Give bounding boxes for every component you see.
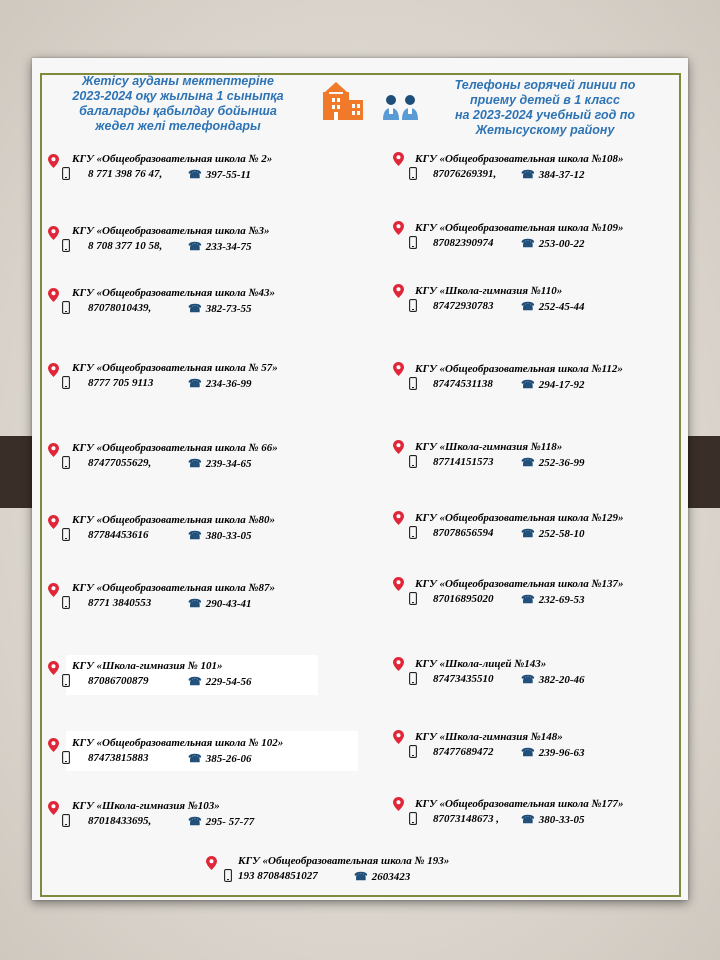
mobile-number[interactable]: 87082390974 (433, 237, 494, 249)
telephone-icon: ☎ (188, 816, 202, 828)
telephone-icon: ☎ (188, 676, 202, 688)
landline-number[interactable]: 234-36-99 (205, 378, 252, 390)
landline-number[interactable]: 2603423 (371, 871, 411, 883)
header-icons (322, 80, 422, 124)
landline-number[interactable]: 290-43-41 (205, 598, 252, 610)
mobile-phone-icon (62, 674, 70, 687)
mobile-number[interactable]: 87472930783 (433, 300, 494, 312)
location-pin-icon (393, 797, 404, 811)
mobile-phone-icon (224, 869, 232, 882)
landline-number[interactable]: 382-73-55 (205, 303, 252, 315)
teachers-icon (383, 95, 418, 120)
school-name: КГУ «Школа-гимназия №148» (415, 731, 563, 743)
location-pin-icon (48, 226, 59, 240)
landline-number[interactable]: 239-34-65 (205, 458, 252, 470)
mobile-phone-icon (62, 596, 70, 609)
landline (188, 675, 252, 688)
mobile-phone-icon (409, 812, 417, 825)
mobile-number[interactable]: 87078010439, (88, 302, 152, 314)
mobile-number[interactable]: 87714151573 (433, 456, 494, 468)
location-pin-icon (206, 856, 217, 870)
location-pin-icon (48, 443, 59, 457)
landline-number[interactable]: 253-00-22 (538, 238, 585, 250)
landline (521, 527, 585, 540)
mobile-phone-icon (409, 672, 417, 685)
landline-number[interactable]: 385-26-06 (205, 753, 252, 765)
landline-number[interactable]: 380-33-05 (538, 814, 585, 826)
landline-number[interactable]: 397-55-11 (205, 169, 251, 181)
landline-number[interactable]: 252-58-10 (538, 528, 585, 540)
header-russian (415, 78, 675, 138)
telephone-icon: ☎ (521, 747, 535, 759)
mobile-phone-icon (409, 745, 417, 758)
landline (521, 746, 585, 759)
location-pin-icon (48, 661, 59, 675)
landline (521, 673, 585, 686)
telephone-icon: ☎ (521, 528, 535, 540)
telephone-icon: ☎ (188, 458, 202, 470)
location-pin-icon (48, 801, 59, 815)
mobile-phone-icon (409, 377, 417, 390)
school-name: КГУ «Общеобразовательная школа №109» (415, 222, 624, 234)
landline (521, 237, 585, 250)
location-pin-icon (48, 515, 59, 529)
mobile-number[interactable]: 8 771 398 76 47, (88, 168, 163, 180)
telephone-icon: ☎ (188, 753, 202, 765)
mobile-number[interactable]: 8777 705 9113 (88, 377, 154, 389)
telephone-icon: ☎ (188, 530, 202, 542)
school-name: КГУ «Школа-гимназия № 101» (72, 660, 223, 672)
landline-number[interactable]: 382-20-46 (538, 674, 585, 686)
telephone-icon: ☎ (521, 457, 535, 469)
school-name: КГУ «Школа-гимназия №118» (415, 441, 563, 453)
landline (188, 168, 251, 181)
school-name: КГУ «Школа-гимназия №103» (72, 800, 220, 812)
mobile-number[interactable]: 87784453616 (88, 529, 149, 541)
mobile-phone-icon (62, 239, 70, 252)
telephone-icon: ☎ (521, 379, 535, 391)
mobile-phone-icon (409, 592, 417, 605)
landline-number[interactable]: 295- 57-77 (205, 816, 255, 828)
telephone-icon: ☎ (188, 598, 202, 610)
mobile-phone-icon (62, 814, 70, 827)
telephone-icon: ☎ (521, 301, 535, 313)
landline (521, 168, 585, 181)
landline (188, 529, 252, 542)
header-kazakh (48, 74, 308, 134)
location-pin-icon (393, 362, 404, 376)
landline-number[interactable]: 384-37-12 (538, 169, 585, 181)
location-pin-icon (48, 363, 59, 377)
landline (188, 457, 252, 470)
header-kk-line: балаларды қабылдау бойынша (79, 104, 277, 118)
mobile-phone-icon (62, 376, 70, 389)
mobile-number[interactable]: 8771 3840553 (88, 597, 152, 609)
header-kk-line: Жетісу ауданы мектептеріне (82, 74, 274, 88)
landline-number[interactable]: 252-45-44 (538, 301, 585, 313)
header-kk-line: жедел желі телефондары (95, 119, 261, 133)
mobile-number[interactable]: 87086700879 (88, 675, 149, 687)
landline (188, 240, 252, 253)
school-name: КГУ «Общеобразовательная школа № 66» (72, 442, 278, 454)
telephone-icon: ☎ (188, 241, 202, 253)
mobile-phone-icon (62, 167, 70, 180)
telephone-icon: ☎ (188, 378, 202, 390)
school-name: КГУ «Общеобразовательная школа № 57» (72, 362, 278, 374)
landline-number[interactable]: 380-33-05 (205, 530, 252, 542)
landline-number[interactable]: 252-36-99 (538, 457, 585, 469)
telephone-icon: ☎ (521, 674, 535, 686)
landline (188, 302, 252, 315)
mobile-number[interactable]: 87473815883 (88, 752, 149, 764)
landline (521, 813, 585, 826)
school-name: КГУ «Общеобразовательная школа №3» (72, 225, 270, 237)
school-name: КГУ «Общеобразовательная школа №177» (415, 798, 624, 810)
telephone-icon: ☎ (521, 814, 535, 826)
landline (188, 597, 252, 610)
location-pin-icon (393, 440, 404, 454)
location-pin-icon (48, 738, 59, 752)
landline (188, 377, 252, 390)
location-pin-icon (393, 511, 404, 525)
landline (354, 870, 410, 883)
mobile-number[interactable]: 87018433695, (88, 815, 152, 827)
telephone-icon: ☎ (521, 238, 535, 250)
location-pin-icon (48, 288, 59, 302)
school-name: КГУ «Общеобразовательная школа №137» (415, 578, 624, 590)
school-name: КГУ «Общеобразовательная школа №108» (415, 153, 624, 165)
location-pin-icon (393, 577, 404, 591)
header-ru-line: на 2023-2024 учебный год по (454, 108, 636, 122)
school-name: КГУ «Общеобразовательная школа № 2» (72, 153, 273, 165)
school-name: КГУ «Общеобразовательная школа №87» (72, 582, 276, 594)
landline (521, 593, 585, 606)
landline (521, 378, 585, 391)
mobile-number[interactable]: 87076269391, (433, 168, 497, 180)
mobile-phone-icon (62, 456, 70, 469)
mobile-phone-icon (409, 526, 417, 539)
mobile-phone-icon (409, 236, 417, 249)
mobile-number[interactable]: 87016895020 (433, 593, 494, 605)
mobile-number[interactable]: 193 87084851027 (238, 870, 318, 882)
location-pin-icon (48, 154, 59, 168)
header-ru-line: Телефоны горячей линии по (454, 78, 636, 92)
landline-number[interactable]: 294-17-92 (538, 379, 585, 391)
location-pin-icon (393, 152, 404, 166)
header-kk-line: 2023-2024 оқу жылына 1 сыныпқа (72, 89, 284, 103)
landline-number[interactable]: 232-69-53 (538, 594, 585, 606)
mobile-number[interactable]: 8 708 377 10 58, (88, 240, 163, 252)
telephone-icon: ☎ (521, 594, 535, 606)
landline-number[interactable]: 239-96-63 (538, 747, 585, 759)
school-name: КГУ «Общеобразовательная школа №129» (415, 512, 624, 524)
school-name: КГУ «Общеобразовательная школа № 193» (238, 855, 450, 867)
mobile-number[interactable]: 87474531138 (433, 378, 493, 390)
school-icon (323, 82, 363, 120)
school-name: КГУ «Общеобразовательная школа №112» (415, 363, 623, 375)
landline-number[interactable]: 233-34-75 (205, 241, 252, 253)
location-pin-icon (393, 657, 404, 671)
school-name: КГУ «Общеобразовательная школа №80» (72, 514, 276, 526)
school-name: КГУ «Общеобразовательная школа №43» (72, 287, 276, 299)
mobile-number[interactable]: 87078656594 (433, 527, 494, 539)
telephone-icon: ☎ (188, 169, 202, 181)
landline (188, 752, 252, 765)
school-name: КГУ «Общеобразовательная школа № 102» (72, 737, 284, 749)
landline (521, 300, 585, 313)
mobile-number[interactable]: 87473435510 (433, 673, 494, 685)
green-frame (40, 73, 681, 897)
landline-number[interactable]: 229-54-56 (205, 676, 252, 688)
mobile-number[interactable]: 87477689472 (433, 746, 494, 758)
mobile-phone-icon (409, 299, 417, 312)
location-pin-icon (393, 730, 404, 744)
mobile-number[interactable]: 87073148673 , (433, 813, 499, 825)
mobile-phone-icon (409, 167, 417, 180)
landline (188, 815, 254, 828)
mobile-number[interactable]: 87477055629, (88, 457, 152, 469)
school-name: КГУ «Школа-лицей №143» (415, 658, 547, 670)
landline (521, 456, 585, 469)
mobile-phone-icon (62, 301, 70, 314)
mobile-phone-icon (409, 455, 417, 468)
location-pin-icon (48, 583, 59, 597)
header-ru-line: Жетысускому району (475, 123, 615, 137)
school-name: КГУ «Школа-гимназия №110» (415, 285, 563, 297)
telephone-icon: ☎ (188, 303, 202, 315)
header-ru-line: приему детей в 1 класс (470, 93, 620, 107)
mobile-phone-icon (62, 751, 70, 764)
telephone-icon: ☎ (521, 169, 535, 181)
location-pin-icon (393, 221, 404, 235)
telephone-icon: ☎ (354, 871, 368, 883)
mobile-phone-icon (62, 528, 70, 541)
location-pin-icon (393, 284, 404, 298)
